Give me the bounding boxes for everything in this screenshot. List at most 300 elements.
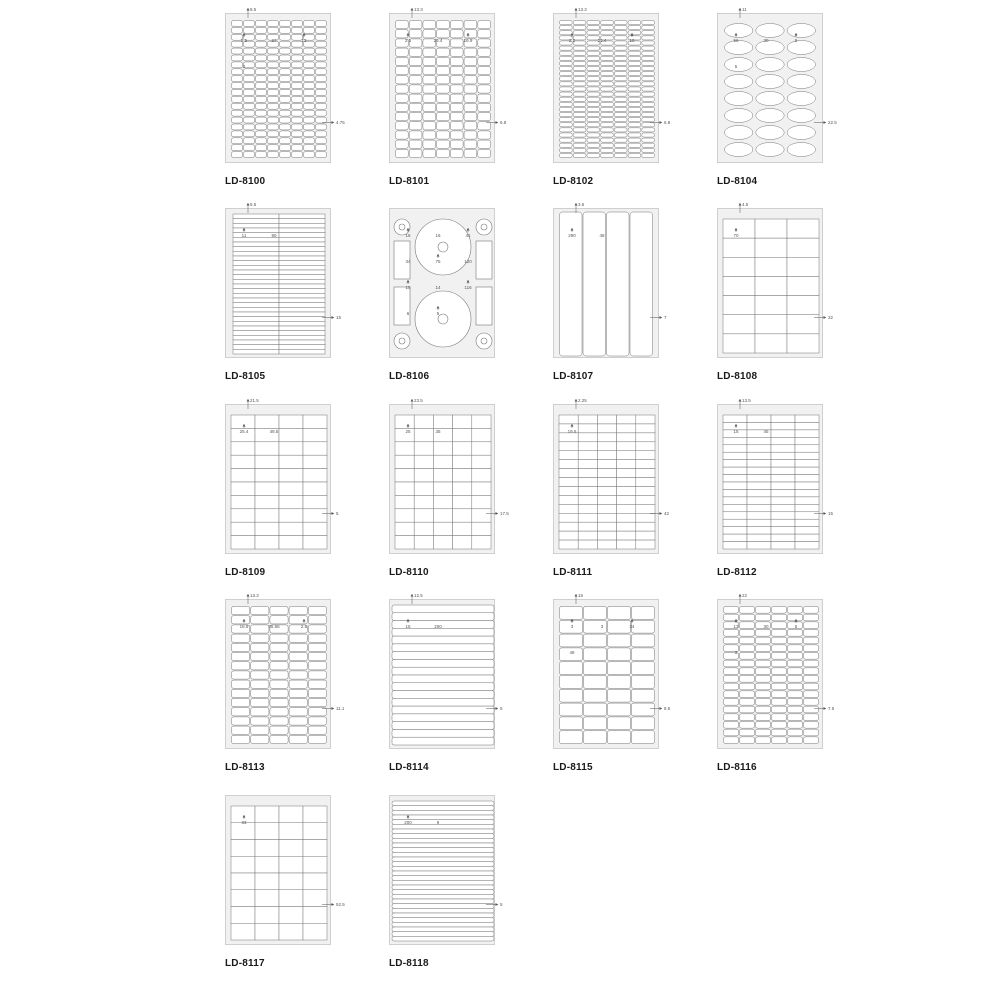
label-cell [587, 133, 600, 137]
label-cell [587, 56, 600, 60]
label-strip [233, 251, 279, 256]
label-cell [453, 415, 472, 428]
label-cell [232, 699, 250, 707]
label-cell [804, 714, 819, 721]
label-cell [450, 67, 463, 75]
label-cell [268, 152, 279, 158]
label-cell [409, 76, 422, 84]
label-cell [788, 691, 803, 698]
label-cell [756, 737, 771, 744]
label-cell [316, 76, 327, 82]
label-cell [244, 21, 255, 27]
label-cell [289, 708, 307, 716]
label-sheet-diagram[interactable] [553, 202, 667, 358]
label-cell [414, 522, 433, 535]
label-cell [268, 96, 279, 102]
product-card-ld-8117[interactable] [225, 795, 389, 991]
label-cell [560, 46, 573, 50]
label-cell [304, 103, 315, 109]
product-card-ld-8104[interactable] [717, 7, 881, 209]
label-cell [573, 133, 586, 137]
label-cell [256, 103, 267, 109]
label-cell [628, 82, 641, 86]
label-cell [601, 153, 614, 157]
label-cell [636, 451, 655, 460]
label-cell [632, 648, 655, 661]
label-cell [642, 143, 655, 147]
product-card-ld-8116[interactable] [717, 593, 881, 795]
label-cell [255, 923, 279, 940]
label-cell [636, 504, 655, 513]
label-cell [308, 643, 326, 651]
dimension-top-margin: 21.5 [250, 398, 259, 403]
dimension-value: 2.5 [404, 38, 412, 43]
label-strip [630, 212, 653, 356]
dimension-value: 14 [435, 285, 441, 290]
label-strip [392, 801, 494, 806]
label-cell [316, 145, 327, 151]
label-cell [601, 82, 614, 86]
label-cell [279, 806, 303, 823]
label-cell [636, 522, 655, 531]
label-cell [472, 495, 491, 508]
label-cell [771, 504, 795, 511]
label-cell [395, 482, 414, 495]
label-strip [392, 644, 494, 652]
label-cell [256, 34, 267, 40]
label-cell [795, 437, 819, 444]
product-card-ld-8107[interactable] [553, 202, 717, 404]
label-cell [279, 522, 303, 535]
label-cell [464, 30, 477, 38]
label-cell [244, 110, 255, 116]
label-cell [756, 714, 771, 721]
label-strip [279, 345, 325, 350]
label-cell [308, 607, 326, 615]
label-cell [740, 668, 755, 675]
label-cell [270, 662, 288, 670]
label-cell [270, 616, 288, 624]
label-cell [642, 77, 655, 81]
label-cell [608, 731, 631, 744]
label-cell [316, 62, 327, 68]
dimension-value: 7 [664, 315, 667, 320]
product-card-ld-8111[interactable] [553, 398, 717, 600]
label-sheet-diagram[interactable] [553, 398, 670, 554]
label-cell [292, 55, 303, 61]
label-cell [642, 26, 655, 30]
label-sheet-diagram[interactable] [717, 398, 834, 554]
product-card-ld-8102[interactable] [553, 7, 717, 209]
label-cell [395, 536, 414, 549]
label-cell [409, 131, 422, 139]
label-strip [233, 284, 279, 289]
label-cell [597, 540, 616, 549]
arrow-right-icon [332, 903, 335, 906]
label-cell [464, 67, 477, 75]
label-sheet-diagram[interactable] [553, 7, 671, 163]
label-cell [771, 542, 795, 549]
label-cell [304, 62, 315, 68]
label-cell [636, 495, 655, 504]
label-cell [755, 238, 787, 257]
label-cell [788, 706, 803, 713]
label-cell [573, 153, 586, 157]
label-cell [642, 51, 655, 55]
label-cell [788, 676, 803, 683]
label-sheet-diagram[interactable] [389, 7, 507, 163]
label-cell [472, 455, 491, 468]
label-cell [597, 415, 616, 424]
dimension-value: 70 [733, 233, 739, 238]
label-cell [232, 735, 250, 743]
dimension-value: 116 [464, 285, 472, 290]
label-cell [251, 662, 269, 670]
label-cell [628, 51, 641, 55]
label-cell [601, 87, 614, 91]
label-cell [304, 145, 315, 151]
label-cell [578, 442, 597, 451]
label-cell [560, 72, 573, 76]
label-cell [478, 30, 491, 38]
label-cell [289, 735, 307, 743]
label-cell [437, 113, 450, 121]
label-cell [636, 415, 655, 424]
label-cell [560, 153, 573, 157]
product-card-ld-8118[interactable] [389, 795, 553, 991]
label-cell [464, 94, 477, 102]
label-cell [747, 542, 771, 549]
arrow-right-icon [332, 316, 335, 319]
label-strip [392, 932, 494, 937]
label-cell [804, 607, 819, 614]
label-cell [771, 519, 795, 526]
label-strip [392, 885, 494, 890]
label-cell [464, 113, 477, 121]
label-cell [232, 48, 243, 54]
label-cell [614, 26, 627, 30]
label-cell [723, 276, 755, 295]
label-cell [396, 21, 409, 29]
product-card-ld-8101[interactable] [389, 7, 553, 209]
label-cell [578, 495, 597, 504]
product-card-ld-8115[interactable] [553, 593, 717, 795]
label-cell [601, 143, 614, 147]
label-cell [464, 140, 477, 148]
label-cell [256, 138, 267, 144]
label-cell [232, 708, 250, 716]
label-cell [409, 57, 422, 65]
product-card-ld-8100[interactable] [225, 7, 389, 209]
label-cell [795, 445, 819, 452]
label-strip [392, 918, 494, 923]
dimension-value: 25.4 [433, 38, 443, 43]
product-card-ld-8114[interactable] [389, 593, 553, 795]
label-cell [573, 102, 586, 106]
label-strip [392, 936, 494, 941]
label-cell [409, 113, 422, 121]
label-cell [755, 296, 787, 315]
label-cell [723, 519, 747, 526]
product-code: LD-8111 [553, 567, 593, 578]
label-cell [560, 21, 573, 25]
label-strip [392, 683, 494, 691]
label-cell [578, 540, 597, 549]
label-sheet-diagram[interactable] [717, 7, 837, 163]
label-cell [256, 110, 267, 116]
product-card-ld-8110[interactable] [389, 398, 553, 600]
label-cell [636, 513, 655, 522]
label-strip [233, 214, 279, 219]
product-card-ld-8106[interactable] [389, 208, 553, 404]
label-cell [232, 103, 243, 109]
label-sheet-diagram[interactable] [225, 795, 345, 945]
label-cell [771, 512, 795, 519]
label-cell [464, 103, 477, 111]
label-cell [740, 607, 755, 614]
dimension-value: 48.5 [269, 429, 279, 434]
label-cell [614, 51, 627, 55]
label-cell [642, 87, 655, 91]
label-cell [396, 94, 409, 102]
label-cell [724, 722, 739, 729]
label-cell [559, 469, 578, 478]
label-cell [395, 415, 414, 428]
product-code: LD-8102 [553, 176, 594, 187]
label-sheet-diagram[interactable] [225, 593, 345, 749]
dimension-top-margin: 2.25 [578, 398, 587, 403]
label-cell [433, 509, 452, 522]
label-cell [597, 469, 616, 478]
label-cell [251, 643, 269, 651]
label-cell [573, 72, 586, 76]
label-cell [628, 87, 641, 91]
label-cell [304, 131, 315, 137]
label-cell [614, 77, 627, 81]
label-cell [724, 699, 739, 706]
label-cell [450, 30, 463, 38]
label-strip [392, 843, 494, 848]
label-cell [304, 55, 315, 61]
label-cell [601, 138, 614, 142]
label-cell [255, 482, 279, 495]
label-sheet-diagram[interactable] [389, 208, 495, 358]
label-sheet-diagram[interactable] [225, 202, 342, 358]
label-cell [292, 110, 303, 116]
label-cell [632, 689, 655, 702]
label-cell [280, 41, 291, 47]
label-cell [560, 56, 573, 60]
label-cell [453, 536, 472, 549]
label-cell [747, 497, 771, 504]
label-cell [804, 630, 819, 637]
label-cell [478, 85, 491, 93]
label-strip [233, 270, 279, 275]
label-cell [584, 717, 607, 730]
label-cell [723, 542, 747, 549]
label-strip [233, 289, 279, 294]
label-cell [396, 113, 409, 121]
label-cell [289, 671, 307, 679]
label-cell [636, 433, 655, 442]
label-cell [280, 69, 291, 75]
label-cell [772, 668, 787, 675]
label-cell [292, 76, 303, 82]
label-cell [279, 415, 303, 428]
product-card-ld-8105[interactable] [225, 202, 389, 404]
label-cell [772, 630, 787, 637]
dimension-value: 8.5 [664, 706, 671, 711]
label-cell [740, 714, 755, 721]
label-strip [392, 824, 494, 829]
label-cell [788, 722, 803, 729]
label-cell [642, 153, 655, 157]
label-strip [392, 652, 494, 660]
label-sheet-diagram[interactable] [225, 7, 345, 163]
dimension-top-margin: 12.5 [414, 593, 423, 598]
dimension-top-margin: 8.5 [250, 7, 257, 12]
label-cell [597, 486, 616, 495]
label-cell [636, 531, 655, 540]
oval-label [725, 58, 753, 72]
label-cell [756, 630, 771, 637]
label-cell [559, 486, 578, 495]
label-cell [232, 680, 250, 688]
label-cell [597, 424, 616, 433]
label-cell [450, 48, 463, 56]
label-cell [478, 149, 491, 157]
label-strip [233, 219, 279, 224]
label-cell [231, 509, 255, 522]
label-cell [772, 691, 787, 698]
label-cell [251, 735, 269, 743]
label-cell [628, 107, 641, 111]
label-cell [289, 726, 307, 734]
label-cell [740, 691, 755, 698]
label-cell [395, 522, 414, 535]
product-card-ld-8112[interactable] [717, 398, 881, 600]
label-strip [392, 829, 494, 834]
label-cell [255, 495, 279, 508]
label-cell [409, 140, 422, 148]
label-strip [279, 289, 325, 294]
label-sheet-diagram[interactable] [717, 202, 834, 358]
label-cell [788, 614, 803, 621]
label-cell [560, 128, 573, 132]
label-cell [256, 83, 267, 89]
label-cell [308, 616, 326, 624]
label-sheet-diagram[interactable] [389, 795, 503, 945]
arrow-up-icon [467, 228, 470, 231]
label-cell [303, 907, 327, 924]
product-card-ld-8108[interactable] [717, 202, 881, 404]
label-cell [560, 123, 573, 127]
label-sheet-diagram[interactable] [225, 398, 339, 554]
label-strip [279, 303, 325, 308]
label-cell [303, 469, 327, 482]
label-cell [723, 497, 747, 504]
label-cell [628, 123, 641, 127]
label-cell [280, 145, 291, 151]
label-cell [636, 478, 655, 487]
label-cell [423, 85, 436, 93]
label-cell [601, 67, 614, 71]
product-card-ld-8113[interactable] [225, 593, 389, 795]
label-cell [304, 83, 315, 89]
label-strip [392, 706, 494, 714]
label-cell [804, 699, 819, 706]
label-cell [437, 76, 450, 84]
label-sheet-diagram[interactable] [717, 593, 835, 749]
label-cell [280, 48, 291, 54]
label-cell [244, 48, 255, 54]
dimension-value: 200 [434, 624, 442, 629]
label-cell [632, 731, 655, 744]
label-cell [628, 92, 641, 96]
label-cell [614, 118, 627, 122]
label-cell [478, 113, 491, 121]
label-sheet-diagram[interactable] [389, 398, 509, 554]
label-cell [409, 122, 422, 130]
label-strip [233, 228, 279, 233]
label-cell [756, 637, 771, 644]
label-cell [756, 653, 771, 660]
dimension-value: 11 [241, 233, 247, 238]
label-cell [573, 51, 586, 55]
label-strip [279, 279, 325, 284]
label-cell [453, 428, 472, 441]
label-cell [628, 61, 641, 65]
label-cell [472, 509, 491, 522]
label-cell [573, 148, 586, 152]
label-cell [472, 415, 491, 428]
label-cell [636, 486, 655, 495]
label-cell [232, 83, 243, 89]
label-cell [560, 87, 573, 91]
label-cell [244, 69, 255, 75]
label-cell [396, 67, 409, 75]
label-cell [578, 478, 597, 487]
label-cell [232, 643, 250, 651]
label-cell [788, 729, 803, 736]
label-cell [578, 415, 597, 424]
label-cell [279, 428, 303, 441]
label-sheet-diagram[interactable] [389, 593, 503, 749]
label-cell [559, 478, 578, 487]
label-cell [755, 315, 787, 334]
label-cell [772, 637, 787, 644]
dimension-value: 45 [763, 429, 769, 434]
product-code: LD-8107 [553, 371, 594, 382]
label-cell [740, 737, 755, 744]
label-cell [559, 460, 578, 469]
label-cell [628, 153, 641, 157]
label-cell [632, 607, 655, 620]
label-strip [233, 265, 279, 270]
label-cell [614, 46, 627, 50]
label-strip [392, 605, 494, 613]
label-cell [584, 676, 607, 689]
label-cell [268, 55, 279, 61]
label-cell [772, 653, 787, 660]
label-cell [587, 82, 600, 86]
label-cell [560, 31, 573, 35]
product-card-ld-8109[interactable] [225, 398, 389, 600]
label-strip [392, 894, 494, 899]
label-strip [392, 613, 494, 621]
label-strip [233, 307, 279, 312]
label-sheet-diagram[interactable] [553, 593, 671, 749]
